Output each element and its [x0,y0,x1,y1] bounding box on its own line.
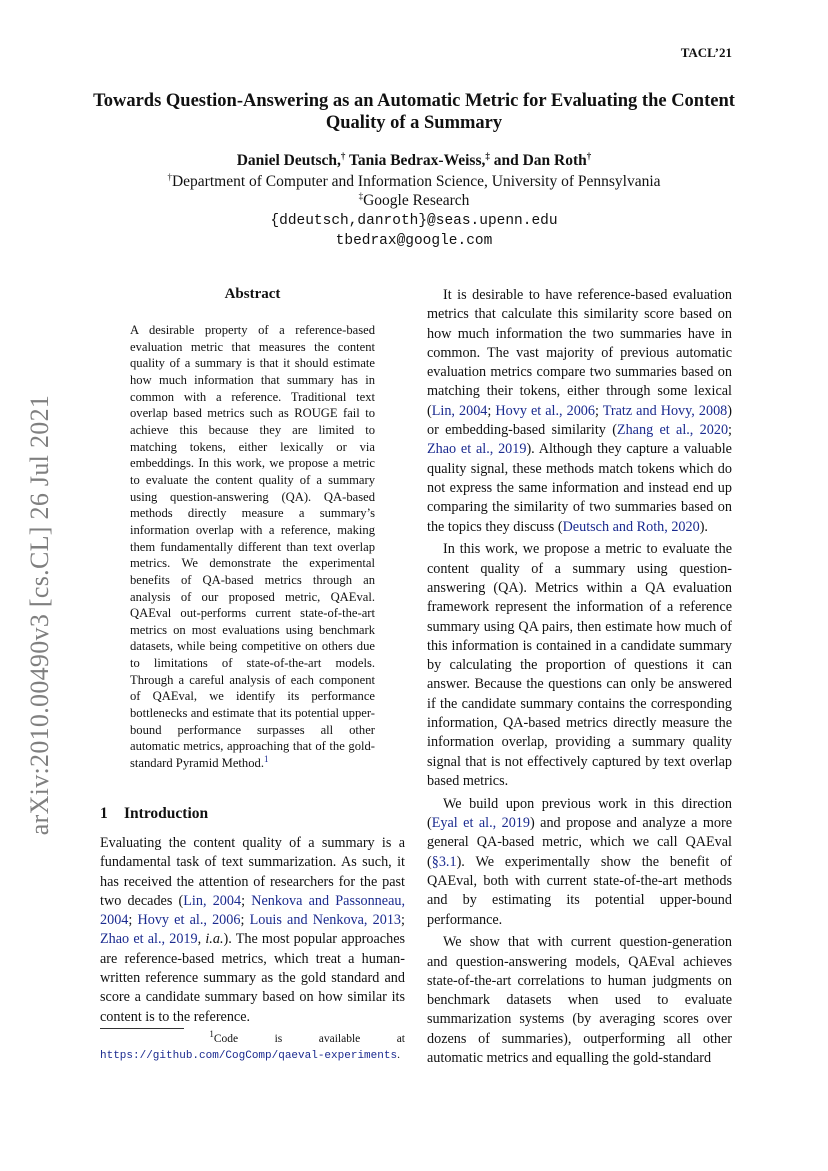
citation-link[interactable]: Hovy et al., 2006 [495,402,595,419]
affiliation-text: Google Research [363,192,470,209]
citation-link[interactable]: Hovy et al., 2006 [137,912,241,929]
text-run: ; [728,422,732,439]
section-ref-link[interactable]: §3.1 [431,853,457,870]
affil-mark: ‡ [485,150,490,161]
arxiv-id: arXiv:2010.00490v3 [cs.CL] 26 Jul 2021 [25,394,54,836]
footnote-mark: 1 [209,1029,214,1040]
author-roth: and Dan Roth [489,152,587,169]
code-url-link[interactable]: https://github.com/CogComp/qaeval-experiments [100,1049,398,1062]
text-run: ). [699,518,708,535]
intro-paragraph [100,834,405,1027]
venue-label: TACL’21 [680,45,732,60]
paragraph: In this work, we propose a metric to evaluate the content quality of a summary using question-answering (QA). Metrics within a QA evaluation framework represent the information of a reference summary using QA pairs, then estimate how much of this information is contained in a candidate summary by calculating the proportion of questions it can answer. Because the questions can only be answered if the candidate summary contains the corresponding information, QA-based metrics directly measure the information overlap, providing a summary quality signal that is not effectively captured by text overlap based metrics. [427,541,732,789]
author-list [90,152,738,170]
section-title: Introduction [124,805,209,822]
email-google: tbedrax@google.com [335,233,493,249]
paragraph [427,795,732,930]
text-run: ; [128,912,138,929]
text-run: ; [240,912,250,929]
text-run: ; [594,402,603,419]
email-upenn: {ddeutsch,danroth}@seas.upenn.edu [270,213,558,229]
footnote-divider [100,1028,184,1029]
footnote [100,1029,405,1064]
footnote-text: . [397,1048,400,1061]
paragraph: We show that with current question-generation and question-answering models, QAEval achieves state-of-the-art correlations to human judgments on benchmark datasets when used to evaluate summarization systems (by averaging scores over dozens of summaries), outperforming all other automatic metrics and equalling the gold-standard [427,934,732,1067]
abstract-body: A desirable property of a reference-based evaluation metric that measures the content quality of a summary is that it should estimate how much information that summary has in common with a reference. Traditional text overlap based metrics such as ROUGE fail to achieve this because they are limited to matching tokens, either lexically or via embeddings. In this work, we propose a metric to evaluate the content quality of a summary using question-answering (QA). QA-based methods directly measure a summary’s information overlap with a reference, making them fundamentally different than text overlap metrics. We demonstrate the experimental benefits of QA-based metrics through an analysis of our proposed metric, QAEval. QAEval out-performs current state-of-the-art metrics on most evaluations using benchmark datasets, while being competitive on others due to limitations of state-of-the-art models. Through a careful analysis of each component of QAEval, we identify its performance bottlenecks and estimate that its potential upper-bound performance surpasses all other automatic metrics, approaching that of the gold-standard Pyramid Method. [130,323,375,771]
text-run: ; [241,892,252,909]
text-run: Evaluating the content quality of a summary is a fundamental task of text summarization. As such, it has received the attention of researchers for the past two decades ( [100,835,405,909]
text-run: ) or embedding-based similarity ( [427,402,733,439]
abstract-text [130,322,375,772]
author-deutsch: Daniel Deutsch, [236,152,341,169]
text-run: ). We experimentally show the benefit of QAEval, both with current state-of-the-art methods and by estimating its potential upper-bound performance. [427,853,732,928]
citation-link[interactable]: Deutsch and Roth, 2020 [562,518,700,535]
text-run: ; [401,912,405,929]
text-run: It is desirable to have reference-based evaluation metrics that calculate this similarity score based on how much information the two summaries have in common. The vast majority of previous automatic evaluation metrics compare two summaries based on matching their tokens, either through some lexical ( [427,287,732,419]
paragraph [427,286,732,537]
text-run: We build upon previous work in this direction ( [427,795,732,832]
footnote-marker[interactable]: 1 [263,753,269,764]
text-run: i.a. [205,931,224,948]
citation-link[interactable]: Louis and Nenkova, 2013 [249,912,402,929]
arxiv-stamp [15,380,65,850]
affil-mark: † [586,150,592,161]
section-number: 1 [100,805,108,822]
affil-mark: † [340,150,346,161]
text-run: ) and propose and analyze a more general QA-based metric, which we call QAEval ( [427,815,732,870]
right-column [427,286,732,1072]
citation-link[interactable]: Zhao et al., 2019 [100,931,198,948]
section-heading-introduction [100,805,405,823]
citation-link[interactable]: Zhang et al., 2020 [616,422,729,439]
citation-link[interactable]: Lin, 2004 [431,402,488,419]
text-run: ; [487,402,496,419]
abstract-heading: Abstract [224,286,281,302]
citation-link[interactable]: Nenkova and Passonneau, 2004 [100,892,406,929]
text-run: ). The most popular approaches are reference-based metrics, which treat a human-written reference summary as the gold standard and score a candidate summary based on how similar its content is to the reference. [100,931,406,1025]
citation-link[interactable]: Eyal et al., 2019 [431,815,530,832]
citation-link[interactable]: Lin, 2004 [183,892,242,909]
affil-mark: ‡ [358,190,364,201]
footnote-text: Code is available at [213,1033,405,1045]
text-run: ). Although they capture a valuable quality signal, these methods match tokens which do not express the same information and instead end up comparing the similarity of two summaries based on the topics they discuss ( [427,441,732,535]
affil-mark: † [167,171,172,182]
author-bedrax-weiss: Tania Bedrax-Weiss, [345,152,486,169]
paper-title: Towards Question-Answering as an Automatic Metric for Evaluating the Content Quality of a Summary [93,91,735,133]
citation-link[interactable]: Tratz and Hovy, 2008 [602,402,728,419]
affiliation-text: Department of Computer and Information Science, University of Pennsylvania [171,173,661,190]
affiliation-upenn [90,173,738,191]
citation-link[interactable]: Zhao et al., 2019 [427,441,527,458]
affiliation-google [90,192,738,210]
text-run: , [197,931,206,948]
